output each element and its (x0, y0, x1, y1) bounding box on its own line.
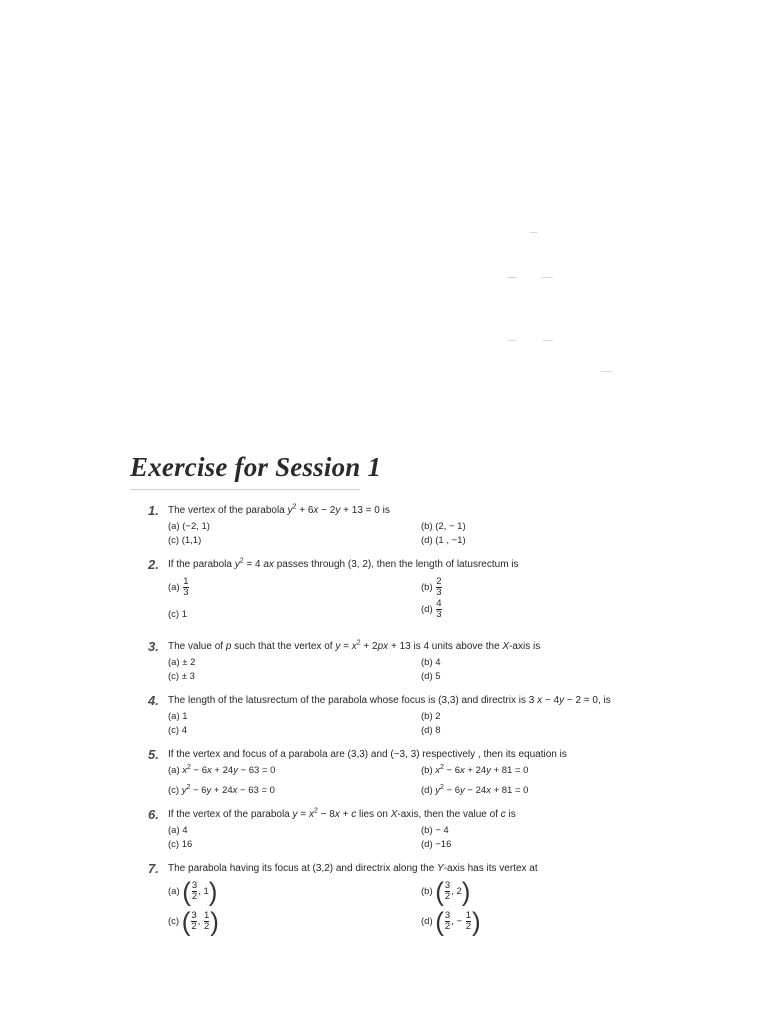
question-text: If the vertex and focus of a parabola are (3,3) and (−3, 3) respectively , then its equation is (168, 749, 567, 760)
question-number: 4. (148, 693, 159, 708)
faint-dash-mark (542, 340, 553, 341)
option-a: (a) (−2, 1) (168, 521, 210, 532)
option-b: (b) $\frac{2}{3}$ (421, 576, 442, 598)
title-underline (130, 489, 360, 490)
question-5 (148, 747, 708, 799)
option-c: (c) 16 (168, 839, 193, 850)
option-c: (c) 4 (168, 725, 187, 736)
option-d: (d) (1 , −1) (421, 535, 466, 546)
question-text: The length of the latusrectum of the parabola whose focus is (3,3) and directrix is 3 x − 4y − 2 = 0, is (168, 695, 611, 706)
option-a: (a) $x^2 - 6x + 24y - 63 = 0$ (168, 763, 276, 776)
option-b: (b) ( $\frac{3}{2}$ , 2) (421, 876, 471, 907)
question-4 (148, 693, 708, 739)
question-text: The value of p such that the vertex of $y = x^2 + 2px + 13$ is 4 units above the X-axis is (168, 639, 541, 652)
question-7 (148, 861, 708, 941)
question-3 (148, 639, 708, 685)
question-number: 1. (148, 503, 159, 518)
question-6 (148, 807, 708, 853)
option-b: (b) − 4 (421, 825, 449, 836)
option-c: (c) ± 3 (168, 671, 195, 682)
faint-dash-mark (601, 371, 613, 372)
faint-dash-mark (542, 277, 553, 278)
option-a: (a) 1 (168, 711, 188, 722)
option-c: (c) (1,1) (168, 535, 202, 546)
option-c: (c) ( $\frac{3}{2}$ , $\frac{1}{2}$ ) (168, 906, 219, 937)
option-c: (c) 1 (168, 609, 187, 620)
option-d: (d) $\frac{4}{3}$ (421, 598, 442, 620)
option-a: (a) ( $\frac{3}{2}$ , 1) (168, 876, 218, 907)
question-text: The parabola having its focus at (3,2) and directrix along the Y-axis has its vertex at (168, 863, 538, 874)
question-1 (148, 503, 708, 549)
faint-dash-mark (530, 232, 538, 233)
question-number: 3. (148, 639, 159, 654)
question-text: If the vertex of the parabola $y = x^2 - 8x + c$ lies on X-axis, then the value of c is (168, 807, 516, 820)
option-d: (d) −16 (421, 839, 452, 850)
option-d: (d) ( $\frac{3}{2}$ , − $\frac{1}{2}$ ) (421, 906, 481, 937)
option-b: (b) $x^2 - 6x + 24y + 81 = 0$ (421, 763, 529, 776)
faint-dash-mark (507, 277, 517, 278)
question-number: 6. (148, 807, 159, 822)
faint-dash-mark (507, 340, 517, 341)
option-b: (b) 4 (421, 657, 441, 668)
option-a: (a) ± 2 (168, 657, 196, 668)
option-b: (b) (2, − 1) (421, 521, 466, 532)
option-c: (c) $y^2 - 6y + 24x - 63 = 0$ (168, 783, 275, 796)
option-a: (a) $\frac{1}{3}$ (168, 576, 189, 598)
question-text: The vertex of the parabola $y^2 + 6x - 2y + 13 = 0$ is (168, 503, 390, 516)
question-number: 7. (148, 861, 159, 876)
question-number: 5. (148, 747, 159, 762)
exercise-title: Exercise for Session 1 (130, 452, 382, 482)
option-a: (a) 4 (168, 825, 188, 836)
option-d: (d) 5 (421, 671, 441, 682)
option-d: (d) $y^2 - 6y - 24x + 81 = 0$ (421, 783, 529, 796)
question-text: If the parabola $y^2 = 4$ ax passes through (3, 2), then the length of latusrectum is (168, 557, 519, 570)
option-b: (b) 2 (421, 711, 441, 722)
question-2 (148, 557, 708, 635)
question-number: 2. (148, 557, 159, 572)
option-d: (d) 8 (421, 725, 441, 736)
